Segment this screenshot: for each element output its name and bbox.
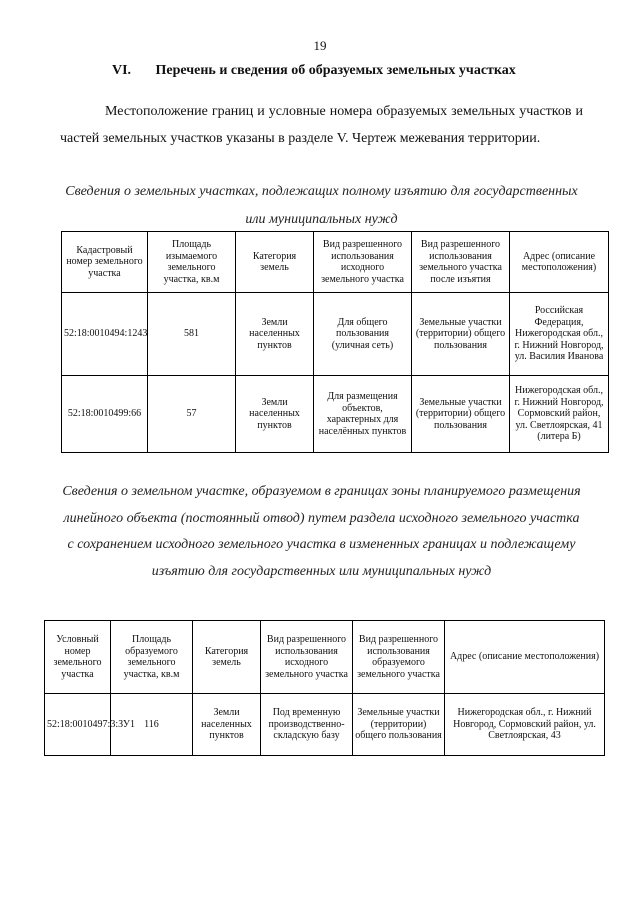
table-cell: Для общего пользования (уличная сеть) bbox=[314, 293, 412, 376]
table2-caption: Сведения о земельном участке, образуемом в границах зоны планируемого размещения линейного объекта (постоянный отвод) путем раздела исходного земельного участка с сохранением исходного земельного участка в измененных границах и подлежащему изъятию для государственных или муниципальных нужд bbox=[62, 484, 581, 579]
column-header: Вид разрешенного использования исходного земельного участка bbox=[261, 621, 353, 694]
column-header: Категория земель bbox=[193, 621, 261, 694]
column-header: Кадастровый номер земельного участка bbox=[62, 232, 148, 293]
column-header: Адрес (описание местоположения) bbox=[510, 232, 609, 293]
section-title: Перечень и сведения об образуемых земельных участках bbox=[155, 63, 516, 78]
page-number: 19 bbox=[313, 38, 327, 53]
section-number: VI. bbox=[112, 63, 132, 78]
column-header: Адрес (описание местоположения) bbox=[445, 621, 605, 694]
table-cell: 52:18:0010494:1243 bbox=[62, 293, 148, 376]
table-cell: 116 bbox=[111, 694, 193, 756]
formed-plot-table bbox=[44, 620, 605, 756]
table-cell: Нижегородская обл., г. Нижний Новгород, Сормовский район, ул. Светлоярская, 43 bbox=[445, 694, 605, 756]
table-cell: Земельные участки (территории) общего пользования bbox=[412, 293, 510, 376]
column-header: Условный номер земельного участка bbox=[45, 621, 111, 694]
table-cell: Земли населенных пунктов bbox=[193, 694, 261, 756]
table-header-row bbox=[45, 621, 605, 694]
table-cell: Под временную производственно-складскую базу bbox=[261, 694, 353, 756]
table-cell: 52:18:0010497:3:ЗУ1 bbox=[45, 694, 111, 756]
withdrawal-table bbox=[61, 231, 609, 453]
table-cell: Нижегородская обл., г. Нижний Новгород, Сормовский район, ул. Светлоярская, 41 (литера Б) bbox=[510, 376, 609, 453]
section-heading bbox=[112, 63, 592, 79]
table-cell: 52:18:0010499:66 bbox=[62, 376, 148, 453]
column-header: Площадь изымаемого земельного участка, кв.м bbox=[148, 232, 236, 293]
column-header: Вид разрешенного использования земельного участка после изъятия bbox=[412, 232, 510, 293]
table-cell: Земли населенных пунктов bbox=[236, 376, 314, 453]
column-header: Вид разрешенного использования образуемого земельного участка bbox=[353, 621, 445, 694]
table-cell: Для размещения объектов, характерных для населённых пунктов bbox=[314, 376, 412, 453]
table-cell: Земли населенных пунктов bbox=[236, 293, 314, 376]
table-cell: 581 bbox=[148, 293, 236, 376]
table-cell: Земельные участки (территории) общего пользования bbox=[353, 694, 445, 756]
table1-caption: Сведения о земельных участках, подлежащих полному изъятию для государственных или муниципальных нужд bbox=[65, 184, 578, 227]
table-header-row bbox=[62, 232, 609, 293]
table-cell: 57 bbox=[148, 376, 236, 453]
intro-paragraph: Местоположение границ и условные номера образуемых земельных участков и частей земельных участков указаны в разделе V. Чертеж межевания территории. bbox=[60, 104, 583, 146]
table-row bbox=[62, 293, 609, 376]
column-header: Вид разрешенного использования исходного земельного участка bbox=[314, 232, 412, 293]
table-row bbox=[62, 376, 609, 453]
column-header: Категория земель bbox=[236, 232, 314, 293]
table-cell: Земельные участки (территории) общего пользования bbox=[412, 376, 510, 453]
column-header: Площадь образуемого земельного участка, кв.м bbox=[111, 621, 193, 694]
table-cell: Российская Федерация, Нижегородская обл., г. Нижний Новгород, ул. Василия Иванова bbox=[510, 293, 609, 376]
table-row bbox=[45, 694, 605, 756]
